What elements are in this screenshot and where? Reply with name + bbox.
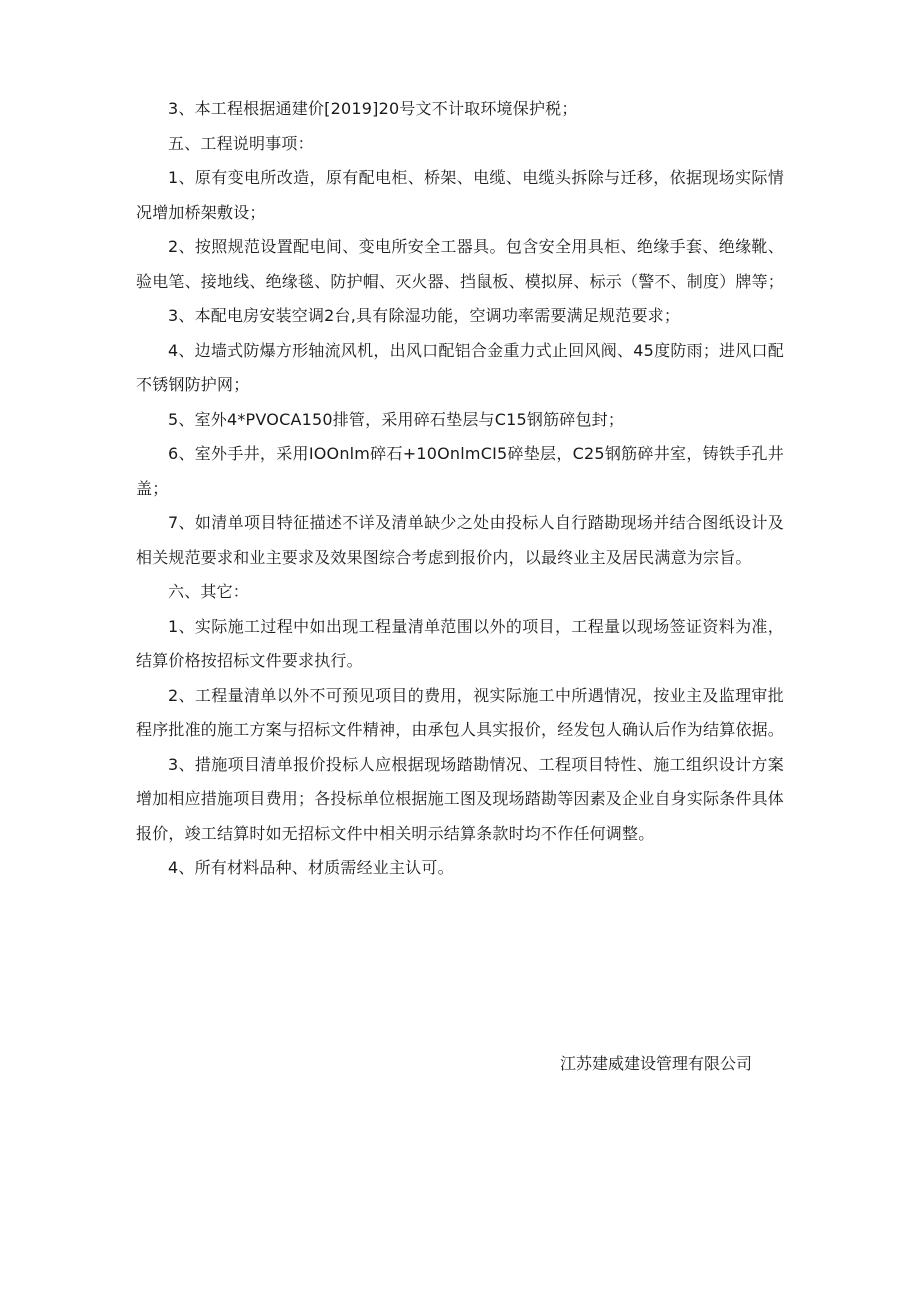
paragraph-5-4: 4、边墙式防爆方形轴流风机，出风口配铝合金重力式止回风阀、45度防雨；进风口配不锈钢防护网；	[136, 340, 784, 394]
paragraph-6-3: 3、措施项目清单报价投标人应根据现场踏勘情况、工程项目特性、施工组织设计方案增加相应措施项目费用；各投标单位根据施工图及现场踏勘等因素及企业自身实际条件具体报价，竣工结算时如无招标文件中相关明示结算条款时均不作任何调整。	[136, 754, 785, 843]
paragraph-5-6: 6、室外手井，采用IOOnlm碎石+10OnlmCI5碎垫层，C25钢筋碎井室，铸铁手孔井盖；	[136, 444, 784, 498]
paragraph-5-5: 5、室外4*PVOCA150排管，采用碎石垫层与C15钢筋碎包封；	[168, 409, 625, 429]
paragraph-tax-note: 3、本工程根据通建价[2019]20号文不计取环境保护税；	[168, 99, 578, 118]
document-body	[136, 92, 784, 886]
paragraph-5-2: 2、按照规范设置配电间、变电所安全工器具。包含安全用具柜、绝缘手套、绝缘靴、验电笔、接地线、绝缘毯、防护帽、灭火器、挡鼠板、模拟屏、标示（警不、制度）牌等；	[136, 237, 785, 291]
paragraph-6-4: 4、所有材料品种、材质需经业主认可。	[168, 858, 454, 877]
section-heading-5: 五、工程说明事项：	[168, 133, 314, 153]
paragraph-6-2: 2、工程量清单以外不可预见项目的费用，视实际施工中所遇情况，按业主及监理审批程序批准的施工方案与招标文件精神，由承包人具实报价，经发包人确认后作为结算依据。	[136, 685, 785, 739]
paragraph-5-7: 7、如清单项目特征描述不详及清单缺少之处由投标人自行踏勘现场并结合图纸设计及相关规范要求和业主要求及效果图综合考虑到报价内，以最终业主及居民满意为宗旨。	[136, 513, 784, 567]
company-signature: 江苏建威建设管理有限公司	[560, 1054, 753, 1073]
paragraph-6-1: 1、实际施工过程中如出现工程量清单范围以外的项目，工程量以现场签证资料为准，结算价格按招标文件要求执行。	[136, 616, 784, 670]
paragraph-5-3: 3、本配电房安装空调2台,具有除湿功能，空调功率需要满足规范要求；	[168, 306, 681, 325]
section-heading-6: 六、其它：	[168, 582, 250, 601]
paragraph-5-1: 1、原有变电所改造，原有配电柜、桥架、电缆、电缆头拆除与迁移，依据现场实际情况增加桥架敷设；	[136, 168, 784, 222]
